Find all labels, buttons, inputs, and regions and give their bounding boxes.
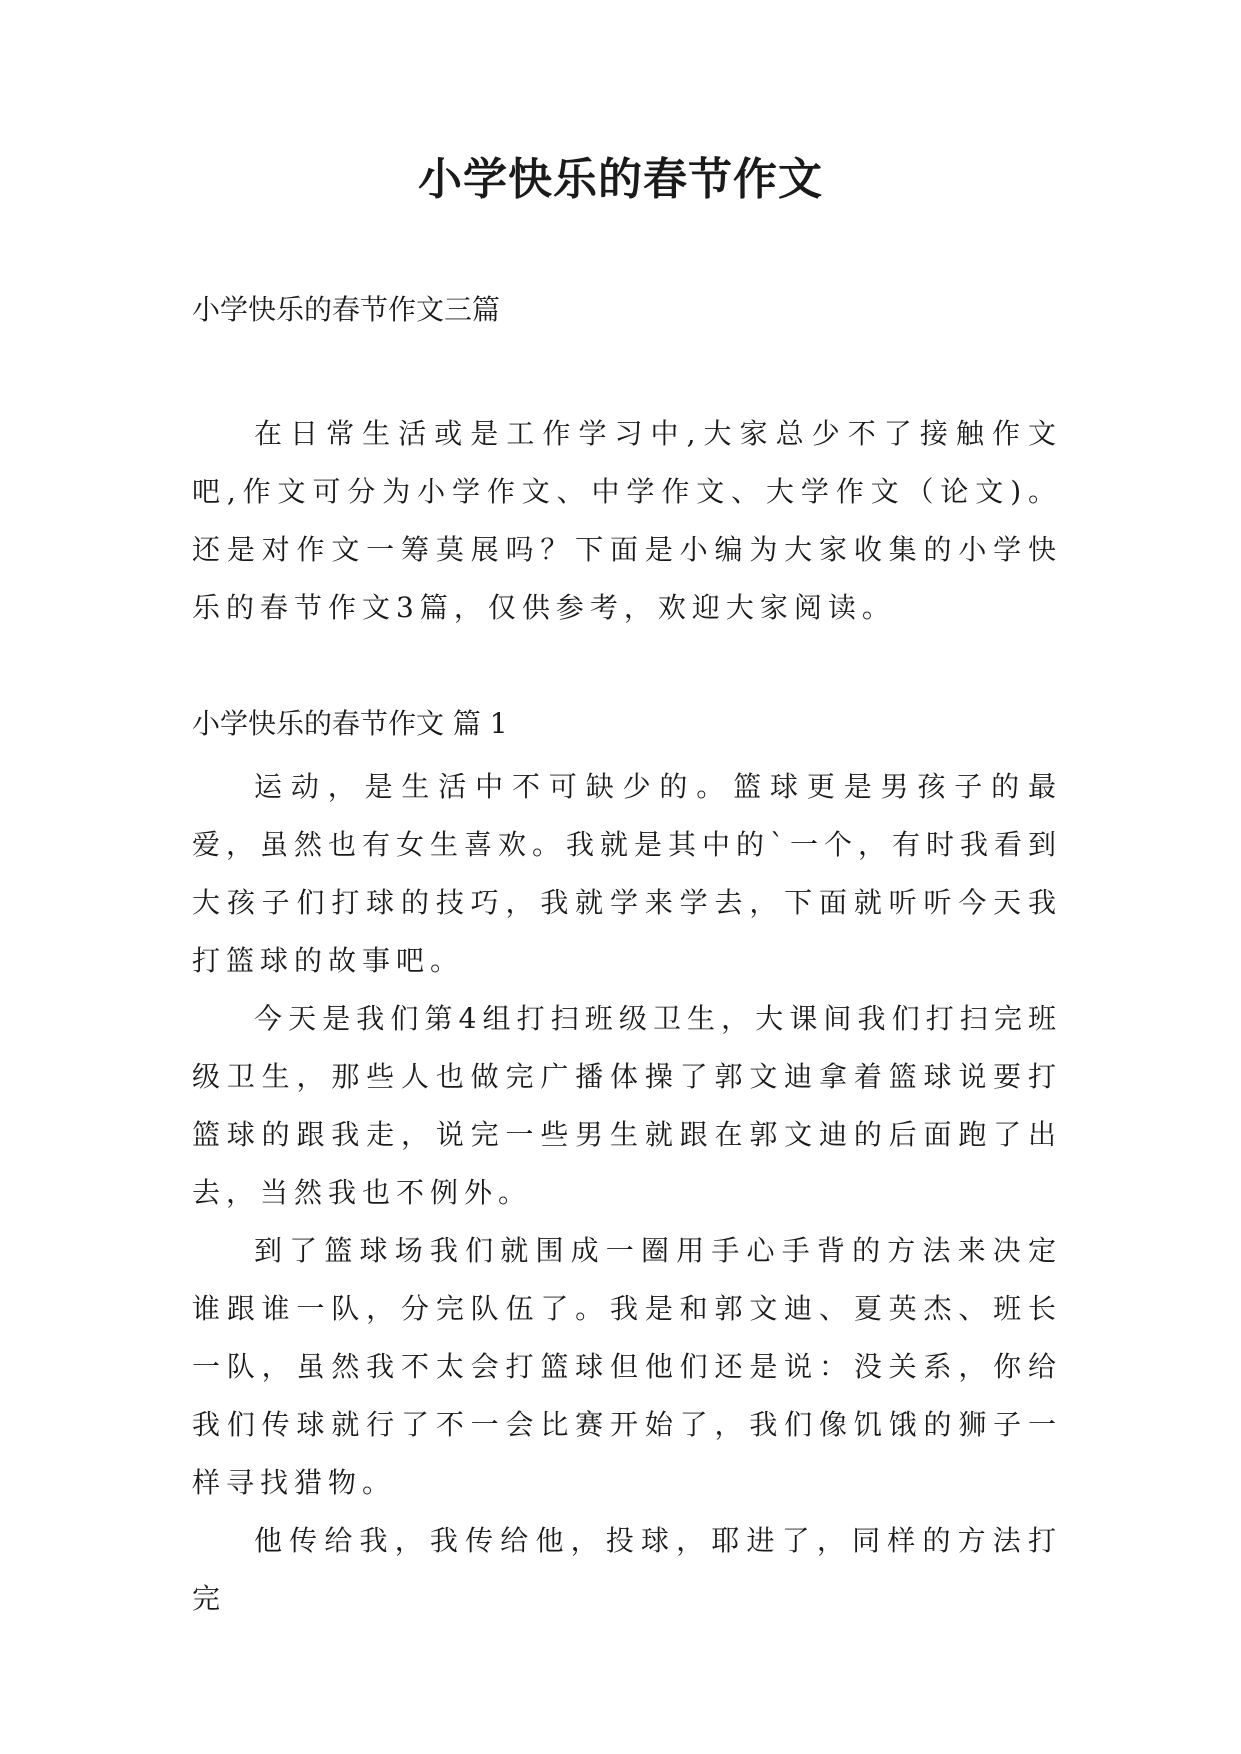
essay-paragraph: 运动，是生活中不可缺少的。篮球更是男孩子的最爱，虽然也有女生喜欢。我就是其中的`一个，有时我看到大孩子们打球的技巧，我就学来学去，下面就听听今天我打篮球的故事吧。: [192, 770, 1063, 977]
document-subtitle: 小学快乐的春节作文三篇: [192, 293, 501, 326]
section-heading: 小学快乐的春节作文 篇 1: [192, 707, 508, 740]
intro-section: [192, 405, 1062, 637]
essay-paragraph: 他传给我，我传给他，投球，耶进了，同样的方法打完: [192, 1524, 1062, 1615]
essay-paragraph: 今天是我们第4组打扫班级卫生，大课间我们打扫完班级卫生，那些人也做完广播体操了郭文迪拿着篮球说要打篮球的跟我走，说完一些男生就跟在郭文迪的后面跑了出去，当然我也不例外。: [192, 1002, 1062, 1209]
essay-body: [192, 758, 1062, 1628]
document-title: 小学快乐的春节作文: [418, 154, 823, 205]
intro-paragraph: 在日常生活或是工作学习中,大家总少不了接触作文吧,作文可分为小学作文、中学作文、大学作文（论文)。还是对作文一筹莫展吗？下面是小编为大家收集的小学快乐的春节作文3篇，仅供参考，欢迎大家阅读。: [192, 417, 1062, 624]
essay-paragraph: 到了篮球场我们就围成一圈用手心手背的方法来决定谁跟谁一队，分完队伍了。我是和郭文迪、夏英杰、班长一队，虽然我不太会打篮球但他们还是说：没关系，你给我们传球就行了不一会比赛开始了，我们像饥饿的狮子一样寻找猎物。: [192, 1234, 1062, 1499]
